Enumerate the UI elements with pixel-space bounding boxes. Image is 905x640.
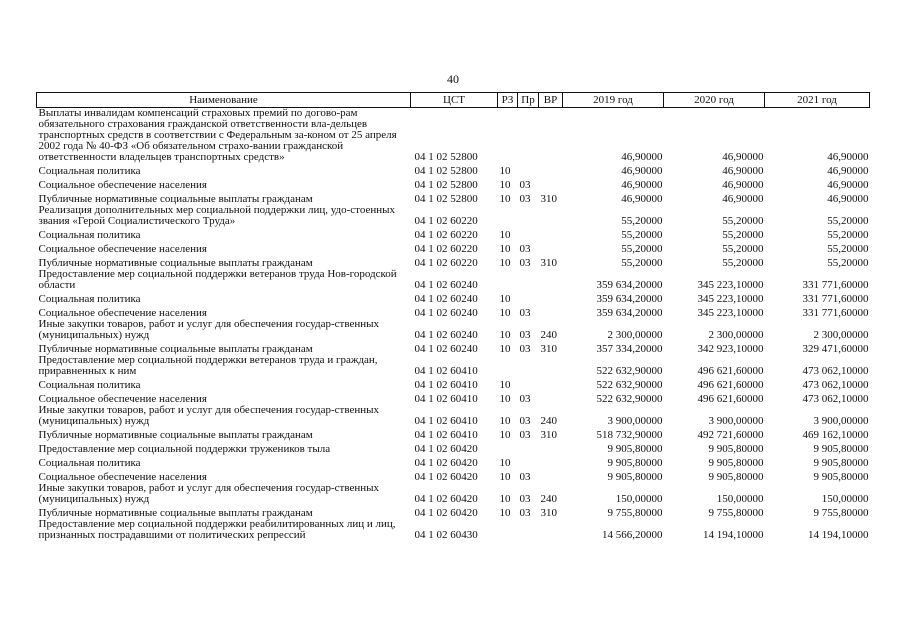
row-pr: 03 xyxy=(519,415,531,427)
row-amount-2021: 473 062,10000 xyxy=(802,379,869,391)
row-rz: 10 xyxy=(499,193,511,205)
row-amount-2019: 46,90000 xyxy=(621,165,663,177)
row-name: Предоставление мер социальной поддержки ветеранов труда Нов-городской области xyxy=(38,268,397,291)
row-pr xyxy=(518,441,539,455)
row-amount-2021: 331 771,60000 xyxy=(802,279,869,291)
row-amount-2019: 9 905,80000 xyxy=(607,443,663,455)
row-amount-2020: 9 905,80000 xyxy=(708,443,764,455)
row-vr: 310 xyxy=(540,343,557,355)
row-name: Иные закупки товаров, работ и услуг для обеспечения государ-ственных (муниципальных) нужд xyxy=(38,404,380,427)
row-vr xyxy=(539,455,563,469)
row-rz: 10 xyxy=(499,307,511,319)
header-rz: РЗ xyxy=(498,93,518,108)
row-rz: 10 xyxy=(499,293,511,305)
table-row xyxy=(37,291,870,305)
row-vr xyxy=(539,241,563,255)
row-rz xyxy=(498,108,518,164)
row-amount-2020: 46,90000 xyxy=(722,193,764,205)
row-amount-2020: 496 621,60000 xyxy=(697,379,764,391)
row-name: Иные закупки товаров, работ и услуг для обеспечения государ-ственных (муниципальных) нужд xyxy=(38,482,380,505)
row-amount-2019: 518 732,90000 xyxy=(596,429,663,441)
table-row xyxy=(37,441,870,455)
row-vr: 240 xyxy=(540,415,557,427)
row-amount-2021: 55,20000 xyxy=(827,257,869,269)
row-rz: 10 xyxy=(499,507,511,519)
row-name: Социальная политика xyxy=(38,379,141,391)
row-name: Социальное обеспечение населения xyxy=(38,471,207,483)
row-pr xyxy=(518,163,539,177)
row-pr xyxy=(518,455,539,469)
row-name: Публичные нормативные социальные выплаты гражданам xyxy=(38,193,313,205)
row-cst: 04 1 02 60410 xyxy=(414,429,478,441)
row-pr: 03 xyxy=(519,307,531,319)
table-header-row xyxy=(37,93,870,108)
row-name: Публичные нормативные социальные выплаты гражданам xyxy=(38,507,313,519)
row-cst: 04 1 02 52800 xyxy=(414,165,478,177)
row-name: Выплаты инвалидам компенсаций страховых премий по догово-рам обязательного страхования гражданской ответственности вла-дельцев транспортных средств в соответствии с Федеральным за-коном от 25 апреля 2002 года № 40-ФЗ «Об обязательном страхо-вании гражданской ответственности владельцев транспортных средств» xyxy=(38,107,397,163)
table-row xyxy=(37,319,870,341)
row-amount-2019: 357 334,20000 xyxy=(596,343,663,355)
row-cst: 04 1 02 52800 xyxy=(414,193,478,205)
row-amount-2020: 55,20000 xyxy=(722,243,764,255)
row-vr xyxy=(539,291,563,305)
header-name: Наименование xyxy=(37,93,411,108)
row-rz: 10 xyxy=(499,329,511,341)
row-amount-2020: 3 900,00000 xyxy=(708,415,764,427)
row-amount-2021: 473 062,10000 xyxy=(802,393,869,405)
row-amount-2019: 46,90000 xyxy=(621,151,663,163)
row-cst: 04 1 02 52800 xyxy=(414,151,478,163)
row-vr xyxy=(539,469,563,483)
row-amount-2019: 2 300,00000 xyxy=(607,329,663,341)
table-row xyxy=(37,269,870,291)
row-vr xyxy=(539,355,563,377)
row-pr: 03 xyxy=(519,193,531,205)
row-amount-2019: 359 634,20000 xyxy=(596,279,663,291)
row-rz: 10 xyxy=(499,393,511,405)
row-pr: 03 xyxy=(519,507,531,519)
row-pr: 03 xyxy=(519,329,531,341)
header-vr: ВР xyxy=(539,93,563,108)
row-amount-2019: 55,20000 xyxy=(621,243,663,255)
row-rz: 10 xyxy=(499,379,511,391)
row-rz: 10 xyxy=(499,429,511,441)
row-rz xyxy=(498,205,518,227)
row-pr xyxy=(518,519,539,541)
table-row xyxy=(37,483,870,505)
row-cst: 04 1 02 60420 xyxy=(414,443,478,455)
table-row xyxy=(37,391,870,405)
row-cst: 04 1 02 52800 xyxy=(414,179,478,191)
row-pr xyxy=(518,291,539,305)
row-vr: 310 xyxy=(540,429,557,441)
row-amount-2020: 14 194,10000 xyxy=(703,529,764,541)
row-amount-2019: 46,90000 xyxy=(621,193,663,205)
row-name: Социальное обеспечение населения xyxy=(38,179,207,191)
table-row xyxy=(37,305,870,319)
row-amount-2019: 3 900,00000 xyxy=(607,415,663,427)
row-amount-2020: 345 223,10000 xyxy=(697,293,764,305)
row-cst: 04 1 02 60220 xyxy=(414,243,478,255)
row-amount-2021: 46,90000 xyxy=(827,151,869,163)
row-vr xyxy=(539,163,563,177)
row-amount-2021: 3 900,00000 xyxy=(813,415,869,427)
row-rz: 10 xyxy=(499,229,511,241)
row-rz: 10 xyxy=(499,257,511,269)
row-rz: 10 xyxy=(499,493,511,505)
row-name: Социальная политика xyxy=(38,165,141,177)
row-vr xyxy=(539,305,563,319)
row-amount-2020: 55,20000 xyxy=(722,215,764,227)
table-row xyxy=(37,469,870,483)
row-amount-2019: 46,90000 xyxy=(621,179,663,191)
row-rz xyxy=(498,355,518,377)
table-row xyxy=(37,241,870,255)
row-vr xyxy=(539,227,563,241)
row-amount-2021: 9 905,80000 xyxy=(813,443,869,455)
row-vr: 310 xyxy=(540,193,557,205)
row-amount-2020: 496 621,60000 xyxy=(697,393,764,405)
row-vr xyxy=(539,108,563,164)
header-2019: 2019 год xyxy=(563,93,664,108)
row-amount-2019: 14 566,20000 xyxy=(602,529,663,541)
row-rz: 10 xyxy=(499,243,511,255)
table-row xyxy=(37,455,870,469)
row-pr: 03 xyxy=(519,179,531,191)
row-name: Социальная политика xyxy=(38,457,141,469)
row-pr: 03 xyxy=(519,243,531,255)
header-2020: 2020 год xyxy=(664,93,765,108)
header-pr: Пр xyxy=(518,93,539,108)
row-pr xyxy=(518,377,539,391)
row-cst: 04 1 02 60240 xyxy=(414,329,478,341)
row-name: Социальное обеспечение населения xyxy=(38,307,207,319)
row-rz: 10 xyxy=(499,343,511,355)
table-row xyxy=(37,341,870,355)
row-name: Социальное обеспечение населения xyxy=(38,243,207,255)
row-amount-2020: 342 923,10000 xyxy=(697,343,764,355)
row-amount-2019: 150,00000 xyxy=(615,493,663,505)
row-cst: 04 1 02 60220 xyxy=(414,229,478,241)
row-vr xyxy=(539,391,563,405)
row-cst: 04 1 02 60410 xyxy=(414,393,478,405)
row-rz xyxy=(498,519,518,541)
row-amount-2020: 345 223,10000 xyxy=(697,307,764,319)
row-cst: 04 1 02 60420 xyxy=(414,507,478,519)
row-name: Иные закупки товаров, работ и услуг для обеспечения государ-ственных (муниципальных) нужд xyxy=(38,318,380,341)
row-amount-2021: 331 771,60000 xyxy=(802,307,869,319)
table-row xyxy=(37,427,870,441)
row-amount-2020: 9 905,80000 xyxy=(708,471,764,483)
row-amount-2020: 55,20000 xyxy=(722,257,764,269)
row-pr: 03 xyxy=(519,393,531,405)
row-amount-2020: 2 300,00000 xyxy=(708,329,764,341)
row-amount-2019: 9 755,80000 xyxy=(607,507,663,519)
row-amount-2021: 46,90000 xyxy=(827,165,869,177)
row-amount-2021: 9 905,80000 xyxy=(813,457,869,469)
row-amount-2020: 55,20000 xyxy=(722,229,764,241)
row-cst: 04 1 02 60410 xyxy=(414,415,478,427)
row-pr: 03 xyxy=(519,429,531,441)
row-name: Публичные нормативные социальные выплаты гражданам xyxy=(38,429,313,441)
table-row xyxy=(37,255,870,269)
row-amount-2021: 469 162,10000 xyxy=(802,429,869,441)
row-name: Публичные нормативные социальные выплаты гражданам xyxy=(38,257,313,269)
row-amount-2019: 359 634,20000 xyxy=(596,293,663,305)
row-amount-2020: 492 721,60000 xyxy=(697,429,764,441)
row-amount-2019: 9 905,80000 xyxy=(607,471,663,483)
row-amount-2019: 359 634,20000 xyxy=(596,307,663,319)
row-rz xyxy=(498,441,518,455)
row-amount-2021: 14 194,10000 xyxy=(808,529,869,541)
row-name: Публичные нормативные социальные выплаты гражданам xyxy=(38,343,313,355)
row-amount-2020: 46,90000 xyxy=(722,151,764,163)
row-cst: 04 1 02 60240 xyxy=(414,279,478,291)
row-amount-2021: 46,90000 xyxy=(827,179,869,191)
table-row xyxy=(37,163,870,177)
table-row xyxy=(37,519,870,541)
row-amount-2020: 9 905,80000 xyxy=(708,457,764,469)
row-amount-2019: 9 905,80000 xyxy=(607,457,663,469)
row-name: Предоставление мер социальной поддержки тружеников тыла xyxy=(38,443,331,455)
row-rz: 10 xyxy=(499,179,511,191)
row-vr xyxy=(539,269,563,291)
row-cst: 04 1 02 60240 xyxy=(414,293,478,305)
row-rz: 10 xyxy=(499,471,511,483)
row-vr: 310 xyxy=(540,257,557,269)
row-rz xyxy=(498,269,518,291)
header-cst: ЦСТ xyxy=(411,93,498,108)
row-pr: 03 xyxy=(519,493,531,505)
table-row xyxy=(37,205,870,227)
table-row xyxy=(37,177,870,191)
row-name: Предоставление мер социальной поддержки ветеранов труда и граждан, приравненных к ним xyxy=(38,354,378,377)
header-2021: 2021 год xyxy=(765,93,870,108)
row-vr xyxy=(539,519,563,541)
row-amount-2020: 9 755,80000 xyxy=(708,507,764,519)
row-name: Социальная политика xyxy=(38,229,141,241)
row-amount-2021: 55,20000 xyxy=(827,215,869,227)
row-rz: 10 xyxy=(499,165,511,177)
row-cst: 04 1 02 60420 xyxy=(414,457,478,469)
page-number: 40 xyxy=(447,72,459,86)
table-row xyxy=(37,505,870,519)
row-pr xyxy=(518,108,539,164)
row-amount-2020: 46,90000 xyxy=(722,165,764,177)
row-pr xyxy=(518,205,539,227)
table-row xyxy=(37,191,870,205)
table-row xyxy=(37,108,870,164)
table-row xyxy=(37,377,870,391)
table-body xyxy=(37,108,870,542)
row-amount-2020: 345 223,10000 xyxy=(697,279,764,291)
row-amount-2021: 55,20000 xyxy=(827,243,869,255)
row-cst: 04 1 02 60240 xyxy=(414,307,478,319)
row-vr xyxy=(539,177,563,191)
table-row xyxy=(37,405,870,427)
row-amount-2019: 55,20000 xyxy=(621,215,663,227)
row-amount-2019: 522 632,90000 xyxy=(596,365,663,377)
budget-table xyxy=(36,92,870,541)
row-amount-2020: 150,00000 xyxy=(716,493,764,505)
row-vr xyxy=(539,441,563,455)
row-pr: 03 xyxy=(519,471,531,483)
row-pr: 03 xyxy=(519,343,531,355)
row-rz: 10 xyxy=(499,457,511,469)
row-amount-2020: 46,90000 xyxy=(722,179,764,191)
row-amount-2019: 522 632,90000 xyxy=(596,393,663,405)
row-name: Реализация дополнительных мер социальной поддержки лиц, удо-стоенных звания «Герой Социалистического Труда» xyxy=(38,204,396,227)
row-amount-2021: 150,00000 xyxy=(821,493,869,505)
row-cst: 04 1 02 60410 xyxy=(414,365,478,377)
row-cst: 04 1 02 60220 xyxy=(414,215,478,227)
row-amount-2021: 329 471,60000 xyxy=(802,343,869,355)
table-row xyxy=(37,227,870,241)
row-cst: 04 1 02 60240 xyxy=(414,343,478,355)
row-amount-2021: 55,20000 xyxy=(827,229,869,241)
row-vr xyxy=(539,205,563,227)
row-pr xyxy=(518,227,539,241)
row-amount-2019: 522 632,90000 xyxy=(596,379,663,391)
table-row xyxy=(37,355,870,377)
row-amount-2021: 473 062,10000 xyxy=(802,365,869,377)
row-cst: 04 1 02 60220 xyxy=(414,257,478,269)
row-rz: 10 xyxy=(499,415,511,427)
row-amount-2019: 55,20000 xyxy=(621,229,663,241)
row-amount-2021: 2 300,00000 xyxy=(813,329,869,341)
row-pr: 03 xyxy=(519,257,531,269)
row-amount-2021: 331 771,60000 xyxy=(802,293,869,305)
row-pr xyxy=(518,355,539,377)
row-amount-2019: 55,20000 xyxy=(621,257,663,269)
row-pr xyxy=(518,269,539,291)
row-name: Социальное обеспечение населения xyxy=(38,393,207,405)
row-vr: 310 xyxy=(540,507,557,519)
row-amount-2020: 496 621,60000 xyxy=(697,365,764,377)
row-cst: 04 1 02 60410 xyxy=(414,379,478,391)
row-cst: 04 1 02 60420 xyxy=(414,471,478,483)
row-vr: 240 xyxy=(540,493,557,505)
row-amount-2021: 9 905,80000 xyxy=(813,471,869,483)
row-amount-2021: 46,90000 xyxy=(827,193,869,205)
row-vr: 240 xyxy=(540,329,557,341)
row-cst: 04 1 02 60430 xyxy=(414,529,478,541)
row-name: Предоставление мер социальной поддержки реабилитированных лиц и лиц, признанных пострадавшими от политических репрессий xyxy=(38,518,396,541)
row-vr xyxy=(539,377,563,391)
row-name: Социальная политика xyxy=(38,293,141,305)
row-amount-2021: 9 755,80000 xyxy=(813,507,869,519)
row-cst: 04 1 02 60420 xyxy=(414,493,478,505)
